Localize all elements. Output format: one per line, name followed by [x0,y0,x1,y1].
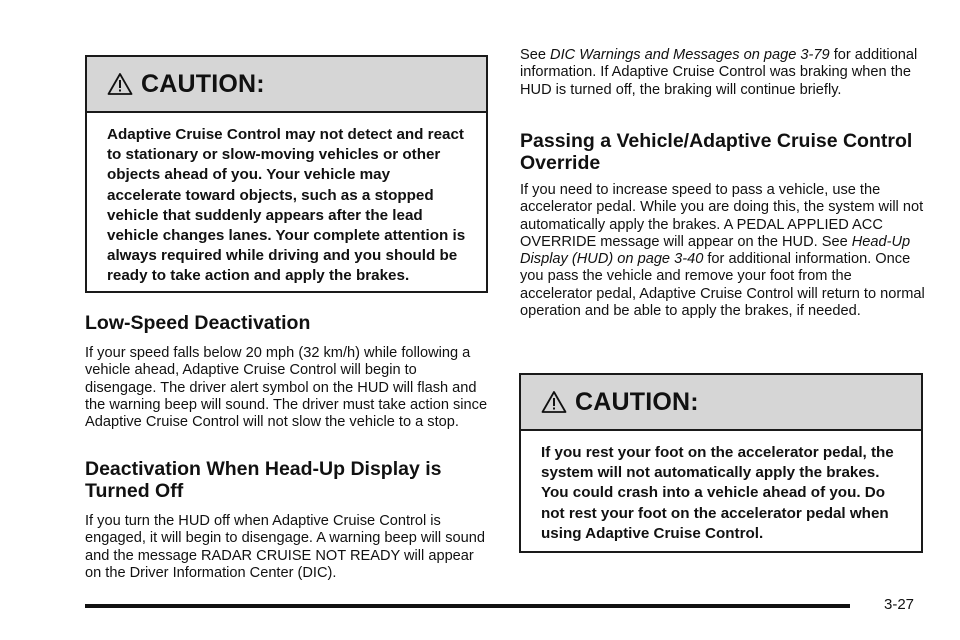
warning-triangle-icon [541,390,567,414]
footer-rule [85,604,850,608]
paragraph-passing-override [520,182,925,320]
warning-triangle-icon [107,72,133,96]
caution-header [521,375,921,431]
caution-text: If you rest your foot on the accelerator pedal, the system will not automatically apply the brakes. You could crash into a vehicle ahead of you. Do not rest your foot on the accelerator pedal when using Adaptive Cruise Control. [541,444,894,542]
text-passing-pre: If you need to increase speed to pass a vehicle, use the accelerator pedal. While you are doing this, the system will not automatically apply the brakes. A PEDAL APPLIED ACC OVERRIDE message will appear on the HUD. See [520,182,924,250]
heading-passing-override: Passing a Vehicle/Adaptive Cruise Control Override [520,130,913,174]
paragraph-low-speed-deactivation: If your speed falls below 20 mph (32 km/h) while following a vehicle ahead, Adaptive Cruise Control will begin to disengage. The driver alert symbol on the HUD will flash and the warning beep will sound. The driver must take action since Adaptive Cruise Control will not slow the vehicle to a stop. [85,345,488,431]
caution-box-acc-limits [85,55,488,293]
caution-box-accelerator-pedal [519,373,923,553]
text-passing-post: for additional information. Once you pass the vehicle and remove your foot from the accelerator pedal, Adaptive Cruise Control will return to normal operation and be able to apply the brakes, if needed. [520,251,925,320]
link-dic-warnings[interactable]: DIC Warnings and Messages on page 3-79 [550,47,830,63]
link-hud-page[interactable]: Head-Up Display (HUD) on page 3-40 [520,233,911,268]
paragraph-dic-reference [520,47,925,99]
caution-title: CAUTION: [575,387,699,416]
paragraph-hud-deactivation: If you turn the HUD off when Adaptive Cruise Control is engaged, it will begin to disengage. A warning beep will sound and the message RADAR CRUISE NOT READY will appear on the Driver Information Center (DIC). [85,513,485,581]
heading-low-speed-deactivation: Low-Speed Deactivation [85,312,311,334]
text-see: See [520,47,551,63]
heading-hud-deactivation: Deactivation When Head-Up Display is Turned Off [85,458,442,502]
caution-text: Adaptive Cruise Control may not detect and react to stationary or slow-moving vehicles or other objects ahead of you. Your vehicle may accelerate toward objects, such as a stopped vehicle that suddenly appears after the lead vehicle changes lanes. Your complete attention is always required while driving and you should be ready to take action and apply the brakes. [107,126,466,285]
caution-title: CAUTION: [141,69,265,98]
caution-header [87,57,486,113]
page-number: 3-27 [884,596,915,613]
text-dic-rest: for additional information. If Adaptive Cruise Control was braking when the HUD is turned off, the braking will continue briefly. [520,47,918,98]
